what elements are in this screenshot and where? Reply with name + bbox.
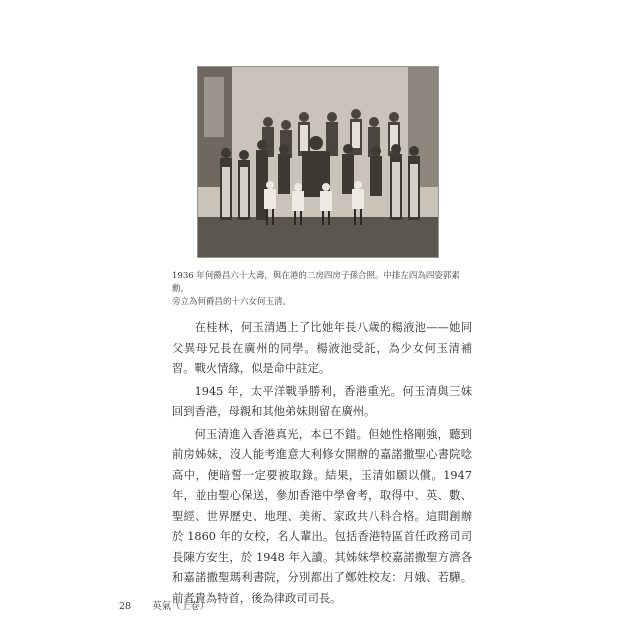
paragraph: 何玉清進入香港真光，本已不錯。但她性格剛強，聽到前房姊妹，沒人能考進意大利修女開辦的嘉諾撒聖心書院唸高中，便暗誓一定要被取錄。結果，玉清如願以償。1947 年，並由聖心保送，參加香港中學會考，取得中、英、數、聖經、世界歷史、地理、美術、家政共八科合格。這間創辦於 1860 年的女校，名人輩出。包括香港特區首任政務司司長陳方安生，於 1948 年入讀。其姊妹學校嘉諾撒聖方濟各和嘉諾撒聖瑪利書院，分別都出了鄭姓校友：月娥、若驊。前者貴為特首，後為律政司司長。: [172, 427, 472, 605]
family-photo-illustration: [198, 67, 438, 257]
page-number: 28: [119, 601, 132, 612]
family-photo: [198, 67, 438, 257]
book-title: 英氣（上卷）: [152, 601, 210, 612]
page-footer: [119, 598, 209, 612]
paragraph: 在桂林，何玉清遇上了比她年長八歲的楊液池——她同父異母兄長在廣州的同學。楊液池受託，為少女何玉清補習。戰火情緣，似是命中註定。: [172, 321, 472, 375]
caption-line-1: 1936 年何爵昌六十大壽，與在港的二房四房子孫合照。中排左四為四姿郭素勳，: [172, 271, 460, 294]
body-text: [172, 318, 472, 611]
caption-line-2: 旁立為何爵昌的十六女何玉清。: [172, 297, 292, 307]
photo-caption: [172, 270, 472, 309]
paragraph: 1945 年，太平洋戰爭勝利，香港重光。何玉清與三妹回到香港，母親和其他弟妹則留在廣州。: [172, 384, 472, 418]
